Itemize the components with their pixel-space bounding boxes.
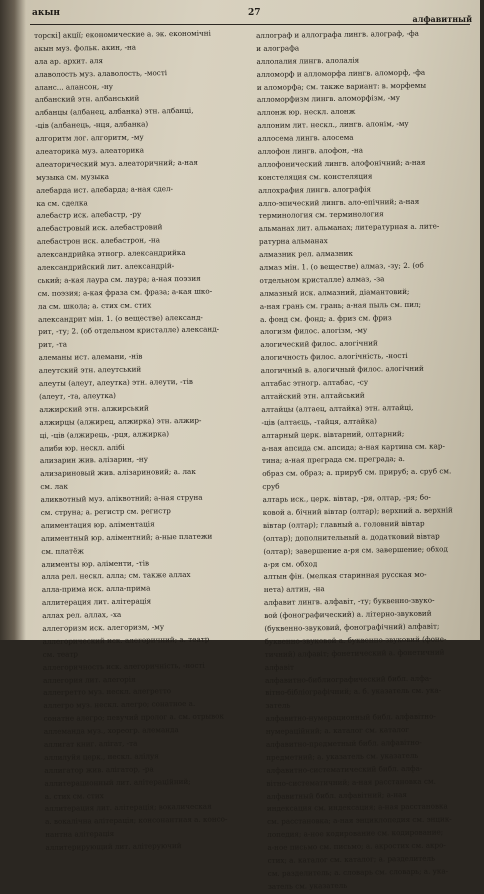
dictionary-line: затель — [265, 700, 291, 711]
dictionary-line: аллолалия лингв. алолалія — [256, 55, 360, 66]
dictionary-line: (буквенно-звуковий, фонографічний) алфавіт; — [264, 621, 440, 633]
dictionary-line: алебастровый иск. алебастровий — [36, 222, 163, 234]
dictionary-line: алла рел. нескл. алла; см. также аллах — [41, 570, 191, 582]
dictionary-line: алеуты (алеут, алеутка) этн. алеути, -тів — [38, 376, 193, 389]
dictionary-line: (олтар); завершение а-ря см. завершение; обход — [263, 543, 448, 556]
dictionary-line: аликвотный муз. аліквотний; а-ная струна — [40, 492, 203, 505]
dictionary-line: алименты юр. аліменти, -тів — [41, 557, 150, 569]
dictionary-line: аллограф и аллографа лингв. алограф, -фа — [256, 28, 419, 40]
dictionary-line: и аломорфа; см. также вариант: в. морфемы — [256, 80, 427, 92]
dictionary-line: алеманы иcт. алемани, -нів — [38, 351, 143, 363]
dictionary-line: албанский этн. албанський — [34, 93, 140, 105]
left-column — [34, 27, 257, 855]
dictionary-line: ализариновый жив. алізариновий; а. лак — [40, 467, 196, 479]
dictionary-line: см. расстановка; а-ная энциклопедия см. энцик- — [266, 814, 452, 827]
dictionary-line: алогичность филос. алогічність, -ності — [260, 351, 408, 363]
dictionary-line: алмаз мін. 1. (о веществе) алмаз, -зу; 2. (об — [259, 260, 424, 273]
right-column — [256, 27, 484, 894]
dictionary-line: алеаторика муз. алеаторика — [35, 145, 145, 157]
dictionary-line: албанцы (албанец, албанка) этн. албанці, — [35, 106, 194, 118]
dictionary-line: алебастрон иск. алебастрон, -на — [36, 235, 161, 247]
dictionary-line: предметний; а. указатель см. указатель — [266, 750, 419, 762]
dictionary-line: аллах рел. аллах, -ха — [42, 609, 122, 621]
dictionary-line: а-ная грань см. грань; а-ная пыль см. пил; — [259, 299, 422, 311]
dictionary-line: ала ар. архит. аля — [34, 55, 104, 66]
dictionary-line: алогический филос. алогічний — [260, 338, 378, 350]
dictionary-line: алиментация юр. аліментація — [40, 519, 155, 530]
dictionary-line: алжирцы (алжирец, алжирка) этн. алжир- — [39, 415, 202, 427]
dictionary-line: см. струна; а. регистр см. регистр — [40, 506, 171, 517]
dictionary-line: -ців (албанець, -нця, албанка) — [35, 119, 149, 131]
dictionary-line: алфавитно-библиографический библ. алфа- — [265, 673, 432, 685]
dictionary-line: алтабас этногр. алтабас, -су — [260, 377, 369, 389]
dictionary-line: алтайский этн. алтайський — [261, 390, 365, 401]
dictionary-line: алтын фін. (мелкая старинная русская мо- — [263, 570, 427, 582]
dictionary-line: александрийка этногр. александрийка — [37, 248, 186, 260]
dictionary-line: аллигат книг. алігат, -та — [43, 738, 138, 749]
dictionary-line: альманах лит. альманах; литературная а. лите- — [258, 221, 440, 234]
spine-shadow — [0, 0, 26, 640]
dictionary-line: алфавитно-предметный библ. алфавітно- — [265, 737, 422, 749]
dictionary-line: образ см. образ; а. прируб см. прируб; а. сруб см. — [262, 466, 452, 479]
dictionary-line: аллоним лит. нескл., лингв. алонім, -му — [257, 119, 409, 131]
dictionary-line: см. лак — [40, 481, 68, 492]
dictionary-line: аллосема лингв. алосема — [257, 132, 354, 144]
dictionary-line: алиментный юр. аліментний; а-ные платежи — [41, 531, 213, 543]
dictionary-line: а-ря см. обход — [263, 558, 318, 569]
dictionary-line: см. платёж — [41, 545, 85, 556]
dictionary-line: александрийский лит. александрій- — [37, 261, 175, 273]
dictionary-line: нета) алтин, -на — [263, 584, 325, 595]
dictionary-line: алеаторический муз. алеаторичний; а-ная — [35, 157, 198, 169]
dictionary-line: терминология см. терминология — [258, 209, 384, 221]
dictionary-line: стих; а. каталог см. каталог; а. разделитель — [267, 853, 436, 865]
dictionary-line: алла-прима иcк. алла-прима — [41, 583, 151, 595]
dictionary-line: тина; а-ная преграда см. преграда; а. — [261, 454, 405, 466]
dictionary-line: см. разделитель; а. словарь см. словарь; а. ука- — [267, 866, 449, 878]
dictionary-line: (алеут, -та, алеутка) — [39, 390, 117, 401]
dictionary-line: индексация см. индексация; а-ная расстановка — [266, 801, 448, 814]
dictionary-line: а. стих см. стих — [44, 790, 104, 801]
dictionary-line: алфавіт — [264, 662, 295, 672]
dictionary-line: вітно-систематичний; а-ная расстановка см. — [266, 776, 436, 788]
dictionary-line: а-ная апсида см. апсида; а-ная картина см. кар- — [261, 440, 445, 453]
dictionary-line: алтарь иск., церк. вівтар, -ря, олтар, -ря; бо- — [262, 492, 431, 505]
dictionary-line: аллегоризм иcк. алегоризм, -му — [42, 622, 165, 633]
header-left-word: акын — [32, 8, 60, 18]
dictionary-line: алаволость муз. алаволость, -мості — [34, 67, 168, 79]
dictionary-line: нумераційний; а. каталог см. каталог — [265, 725, 410, 737]
dictionary-line: алфавитно-систематический библ. алфа- — [266, 763, 423, 775]
dictionary-line: аллофонический лингв. алофонічний; а-ная — [257, 157, 426, 169]
dictionary-line: а. фонд см. фонд; а. фриз см. фриз — [259, 312, 392, 324]
dictionary-line: ці, -ців (алжирець, -рця, алжирка) — [39, 428, 170, 440]
dictionary-line: алмазник рел. алмазник — [259, 248, 353, 260]
dictionary-line: отдельном кристалле) алмаз, -за — [259, 274, 385, 285]
dictionary-line: ський; а-кая лаура см. лаура; а-ная поэзия — [37, 273, 201, 285]
dictionary-line: вівтар (олтар); главный а. головний вівтар — [262, 518, 425, 530]
dictionary-line: а-ное письмо см. письмо; а. акростих см. акро- — [267, 840, 446, 853]
dictionary-line: аллегорический иск. алегоричний; а. театр — [42, 634, 210, 646]
dictionary-line: сруб — [262, 481, 280, 492]
dictionary-line: ла см. школа; а. стих см. стих — [37, 300, 152, 311]
dictionary-line: алогизм филос. алогізм, -му — [260, 325, 368, 337]
dictionary-line: александрит мін. 1. (о веществе) александ- — [37, 312, 203, 324]
dictionary-line: алтарный церк. вівтарний, олтарний; — [261, 428, 405, 440]
dictionary-line: музыка см. музыка — [35, 171, 110, 182]
dictionary-line: алтайцы (алтаец, алтайка) этн. алтайці, — [261, 402, 414, 414]
dictionary-line: акын муз. фольк. акин, -на — [34, 42, 137, 53]
dictionary-line: аллитерационный лит. алітераційний; — [44, 776, 191, 788]
dictionary-line: алфавитно-нумерационный библ. алфавітно- — [265, 711, 436, 724]
dictionary-line: аллегро муз. нескл. алегро; сонатное а. — [43, 699, 196, 711]
dictionary-line: алиби юр. нескл. алібі — [39, 442, 125, 453]
dictionary-line: аллилуйя церк., нескл. алілуя — [44, 751, 159, 762]
dictionary-line: ка см. сделка — [36, 197, 88, 208]
dictionary-line: буквенно-звуковой а. буквенно-звуковий (фоне- — [264, 634, 447, 646]
dictionary-line: алогичный в. алогичный филос. алогічний — [260, 363, 424, 376]
dictionary-line: сонатне алегро; певучий пролог а. см. отрывок — [43, 711, 225, 724]
running-header — [30, 6, 476, 24]
dictionary-line: алломорф и алломорфа лингв. аломорф, -фа — [256, 67, 426, 79]
dictionary-line: ратурна альманах — [258, 236, 328, 247]
dictionary-line: алло-эпический лингв. ало-епічний; а-ная — [258, 196, 420, 208]
page-number: 27 — [248, 8, 261, 18]
dictionary-line: аланс... алансон, -ну — [34, 81, 114, 92]
dictionary-line: аллонж юр. нескл. алонж — [257, 106, 356, 118]
dictionary-line: а. вокалічна алітерація; консонантная а. консо- — [44, 814, 228, 827]
dictionary-line: аллитерация лит. алітерація — [41, 596, 152, 608]
dictionary-line: затель см. указатель — [267, 880, 348, 891]
dictionary-line: вітно-бібліографічний; а. б. указатель см. ука- — [265, 685, 442, 698]
dictionary-line: ковой а. бічний вівтар (олтар); верхний а. верхній — [262, 505, 453, 517]
dictionary-line: алфавит лингв. алфавіт, -ту; буквенно-звуко- — [263, 595, 435, 608]
dictionary-line: аллегория лит. алегорія — [43, 674, 136, 685]
dictionary-line: и алографа — [256, 43, 300, 53]
dictionary-line: алфавитный библ. алфавітний; а-ная — [266, 789, 407, 801]
dictionary-line: алебарда ист. алебарда; а-ная сдел- — [36, 183, 174, 195]
dictionary-line: аллитерация лит. алітерація; вокалическая — [44, 802, 212, 814]
dictionary-line: торскі] акції; економические а. эк. економічні — [34, 28, 211, 40]
dictionary-line: аллеманда муз., хореогр. алеманда — [43, 725, 179, 737]
header-right-word: алфавитный — [412, 14, 472, 24]
dictionary-line: см. поэзия; а-кая фраза см. фраза; а-кая шко- — [37, 286, 213, 298]
dictionary-line: аллохрафия лингв. алографія — [258, 184, 372, 195]
dictionary-line: аллигатор жив. алігатор, -ра — [44, 764, 154, 775]
dictionary-line: -ців (алтаєць, -тайця, алтайка) — [261, 416, 377, 427]
dictionary-line: нантна алітерація — [45, 829, 115, 840]
dictionary-line: рит, -та — [38, 339, 68, 350]
dictionary-line: рит, -ту; 2. (об отдельном кристалле) александ- — [38, 324, 220, 337]
dictionary-line: алломорфизм лингв. аломорфізм, -му — [256, 93, 400, 105]
dictionary-line: аллегоричность иcк. алегоричність, -ності — [42, 660, 205, 672]
dictionary-line: аллофон лингв. алофон, -на — [257, 145, 364, 157]
dictionary-line: см. театр — [42, 649, 79, 659]
dictionary-line: аллегретто муз. нескл. алегретто — [43, 686, 172, 698]
dictionary-line: ализарин жив. алізарин, -ну — [39, 454, 148, 466]
header-rule — [30, 24, 470, 25]
dictionary-line: тичний) алфавіт; фонетический а. фонетичний — [264, 647, 445, 659]
dictionary-line: алмазный иск. алмазний, діамантовий; — [259, 286, 410, 298]
dictionary-line: алжирский этн. алжирський — [39, 403, 149, 414]
dictionary-line: аллитерирующий лит. алітеруючий — [45, 841, 182, 853]
dictionary-line: вой (фонографический) а. літерно-звуковий — [264, 608, 432, 621]
dictionary-line: (олтар); дополнительный а. додатковий вівтар — [263, 531, 440, 543]
dictionary-line: алеутский этн. алеутський — [38, 364, 142, 376]
dictionary-line: лопедия; а-ное кодирование см. кодирование; — [267, 827, 444, 840]
dictionary-line: констеляция см. констеляция — [257, 171, 373, 182]
dictionary-line: алгоритм лог. алгоритм, -му — [35, 132, 144, 144]
dictionary-line: алебастр иск. алебастр, -ру — [36, 209, 142, 221]
